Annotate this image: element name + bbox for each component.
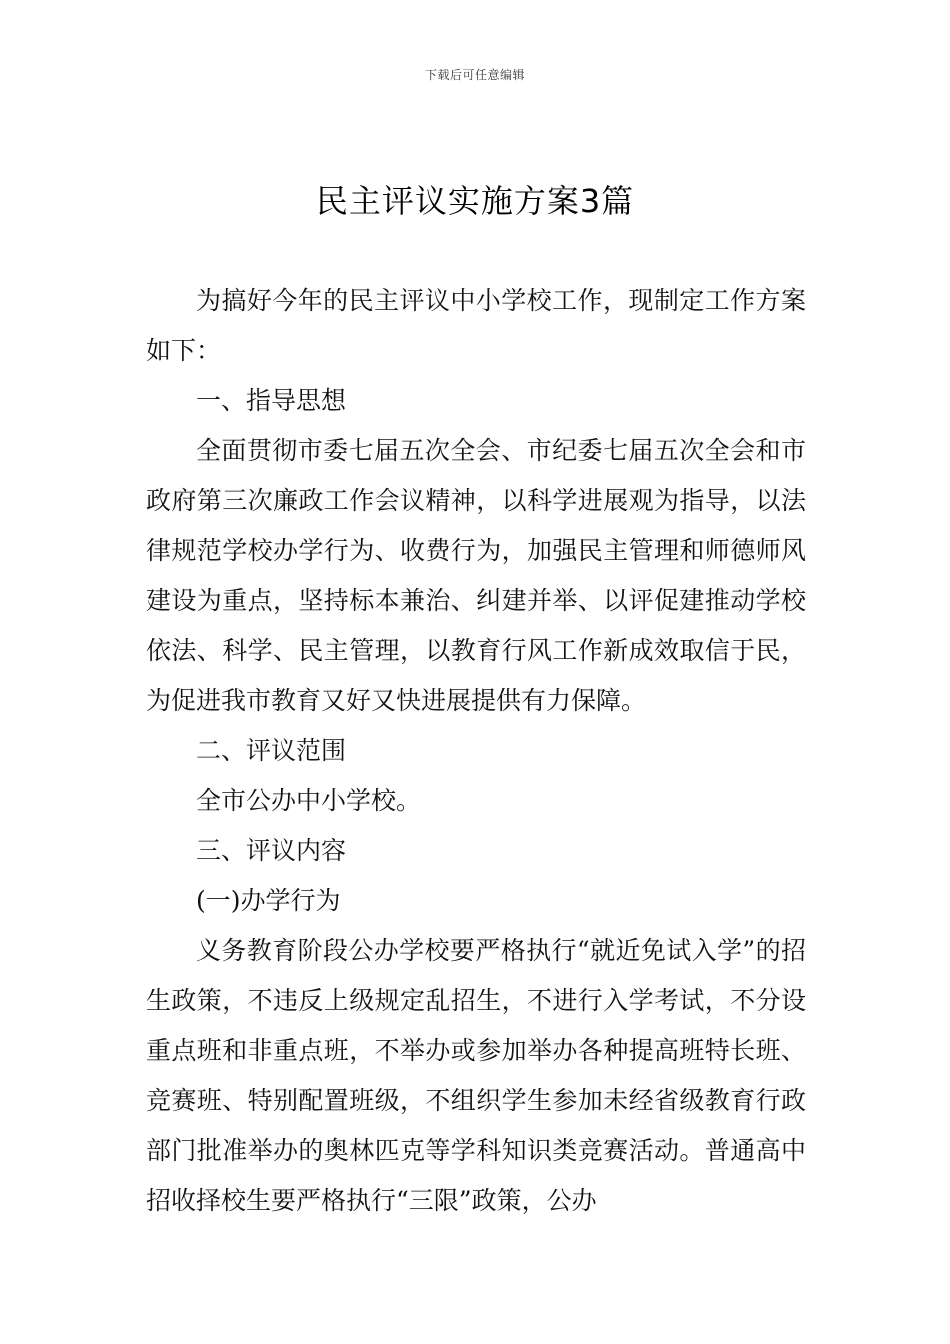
section-heading-guiding-thought: 一、指导思想 xyxy=(196,386,347,415)
intro-paragraph: 为搞好今年的民主评议中小学校工作，现制定工作方案如下： xyxy=(146,286,806,365)
guiding-thought-paragraph: 全面贯彻市委七届五次全会、市纪委七届五次全会和市政府第三次廉政工作会议精神，以科学进展观为指导，以法律规范学校办学行为、收费行为，加强民主管理和师德师风建设为重点，坚持标本兼治、纠建并举、以评促建推动学校依法、科学、民主管理，以教育行风工作新成效取信于民，为促进我市教育又好又快进展提供有力保障。 xyxy=(146,436,806,715)
section-heading-content: 三、评议内容 xyxy=(196,836,347,865)
subsection-heading-school-conduct: (一)办学行为 xyxy=(196,886,341,915)
document-title: 民主评议实施方案3篇 xyxy=(315,182,635,220)
document-body xyxy=(146,276,806,1226)
header-note: 下载后可任意编辑 xyxy=(424,68,525,82)
scope-paragraph: 全市公办中小学校。 xyxy=(196,786,422,815)
school-conduct-paragraph: 义务教育阶段公办学校要严格执行“就近免试入学”的招生政策，不违反上级规定乱招生，不进行入学考试，不分设重点班和非重点班，不举办或参加举办各种提高班特长班、竞赛班、特别配置班级，不组织学生参加未经省级教育行政部门批准举办的奥林匹克等学科知识类竞赛活动。普通高中招收择校生要严格执行“三限”政策，公办 xyxy=(146,936,806,1215)
section-heading-scope: 二、评议范围 xyxy=(196,736,347,765)
